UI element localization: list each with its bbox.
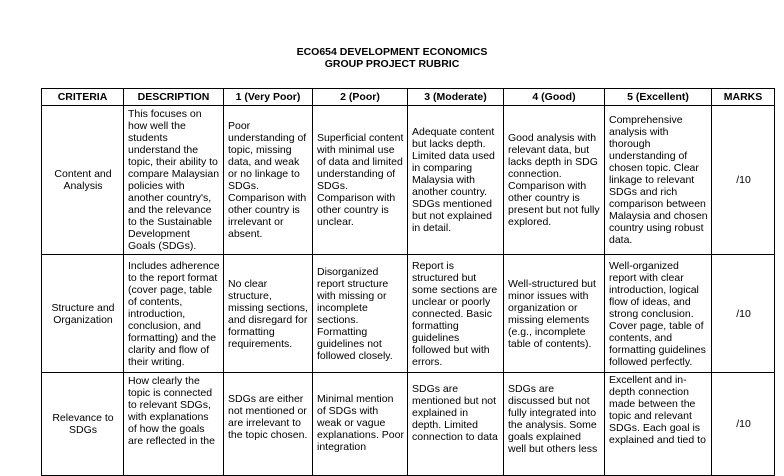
- level-3-cell: Report is structured but some sections are unclear or poorly connected. Basic formatting guidelines followed but with errors.: [408, 255, 504, 373]
- document-subtitle: GROUP PROJECT RUBRIC: [324, 58, 460, 70]
- table-row: [42, 255, 775, 373]
- criteria-cell: Relevance to SDGs: [42, 373, 124, 476]
- header-level-5: 5 (Excellent): [605, 89, 712, 106]
- marks-cell: /10: [712, 255, 775, 373]
- level-5-cell: Comprehensive analysis with thorough understanding of chosen topic. Clear linkage to relevant SDGs and rich comparison between Malaysia and chosen country using robust data.: [605, 106, 712, 255]
- level-5-cell: Well-organized report with clear introduction, logical flow of ideas, and strong conclusion. Cover page, table of contents, and formatting guidelines followed perfectly.: [605, 255, 712, 373]
- rubric-table: [41, 88, 775, 476]
- marks-cell: /10: [712, 106, 775, 255]
- header-row: [42, 89, 775, 106]
- level-3-cell: Adequate content but lacks depth. Limited data used in comparing Malaysia with another country. SDGs mentioned but not explained in detail.: [408, 106, 504, 255]
- header-marks: MARKS: [712, 89, 775, 106]
- header-level-3: 3 (Moderate): [408, 89, 504, 106]
- level-1-cell: SDGs are either not mentioned or are irrelevant to the topic chosen.: [224, 373, 313, 476]
- level-1-cell: No clear structure, missing sections, and disregard for formatting requirements.: [224, 255, 313, 373]
- level-3-cell: SDGs are mentioned but not explained in depth. Limited connection to data: [408, 373, 504, 476]
- table-row: [42, 106, 775, 255]
- header-description: DESCRIPTION: [124, 89, 224, 106]
- header-criteria: CRITERIA: [42, 89, 124, 106]
- level-4-cell: Well-structured but minor issues with organization or missing elements (e.g., incomplete table of contents).: [504, 255, 605, 373]
- level-4-cell: Good analysis with relevant data, but lacks depth in SDG connection. Comparison with other country is present but not fully explored.: [504, 106, 605, 255]
- description-cell: How clearly the topic is connected to relevant SDGs, with explanations of how the goals are reflected in the: [124, 373, 224, 476]
- header-level-1: 1 (Very Poor): [224, 89, 313, 106]
- level-5-cell: Excellent and in-depth connection made between the topic and relevant SDGs. Each goal is explained and tied to: [605, 373, 712, 476]
- table-row: [42, 373, 775, 476]
- header-level-4: 4 (Good): [504, 89, 605, 106]
- level-2-cell: Superficial content with minimal use of data and limited understanding of SDGs. Comparison with other country is unclear.: [313, 106, 408, 255]
- description-cell: Includes adherence to the report format (cover page, table of contents, introduction, conclusion, and formatting) and the clarity and flow of their writing.: [124, 255, 224, 373]
- criteria-cell: Content and Analysis: [42, 106, 124, 255]
- document-header: [0, 46, 784, 70]
- document-title: ECO654 DEVELOPMENT ECONOMICS: [296, 46, 488, 58]
- criteria-cell: Structure and Organization: [42, 255, 124, 373]
- marks-cell: /10: [712, 373, 775, 476]
- level-2-cell: Minimal mention of SDGs with weak or vague explanations. Poor integration: [313, 373, 408, 476]
- level-1-cell: Poor understanding of topic, missing data, and weak or no linkage to SDGs. Comparison with other country is irrelevant or absent.: [224, 106, 313, 255]
- header-level-2: 2 (Poor): [313, 89, 408, 106]
- description-cell: This focuses on how well the students understand the topic, their ability to compare Malaysian policies with another country's, and the relevance to the Sustainable Development Goals (SDGs).: [124, 106, 224, 255]
- level-2-cell: Disorganized report structure with missing or incomplete sections. Formatting guidelines not followed closely.: [313, 255, 408, 373]
- level-4-cell: SDGs are discussed but not fully integrated into the analysis. Some goals explained well but others less: [504, 373, 605, 476]
